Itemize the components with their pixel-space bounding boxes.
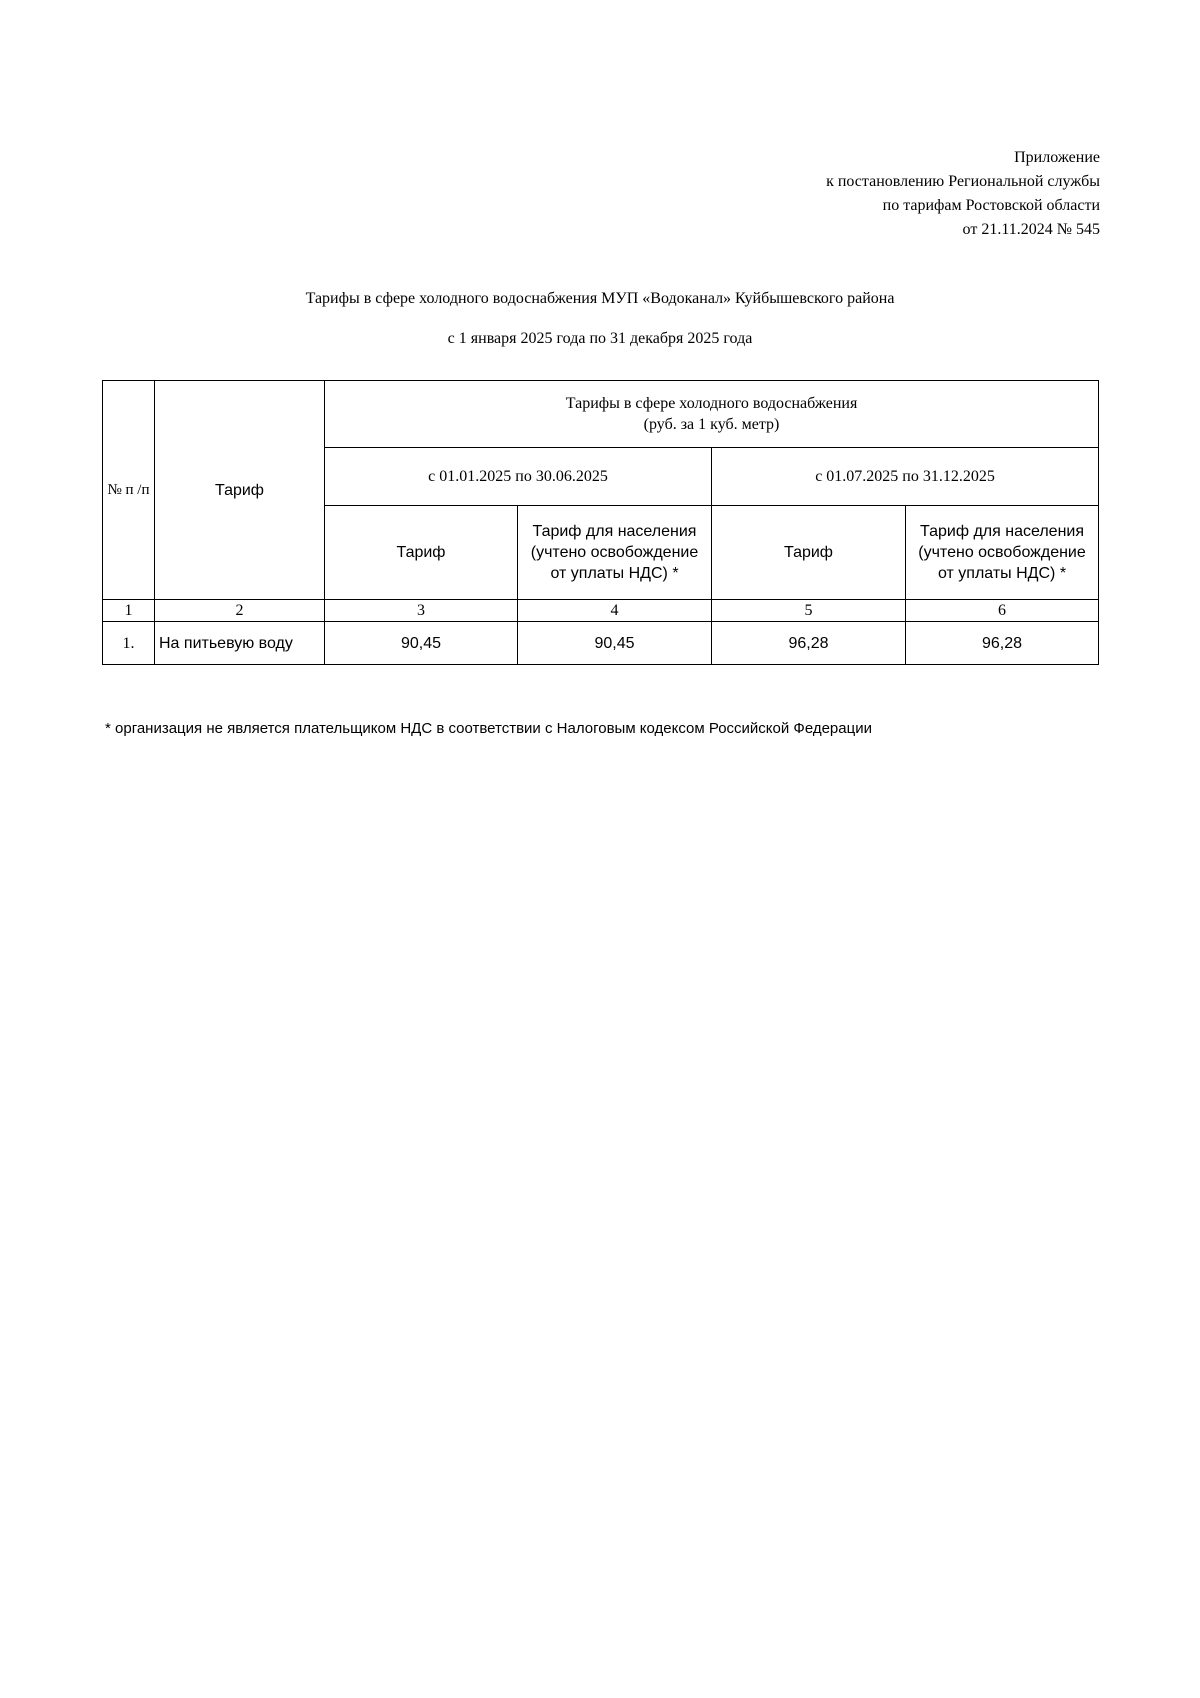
table-row xyxy=(103,622,1099,665)
row-p2-tariff: 96,28 xyxy=(712,622,906,665)
header-group-line2: (руб. за 1 куб. метр) xyxy=(643,416,780,433)
header-period-1: с 01.01.2025 по 30.06.2025 xyxy=(325,448,712,506)
appendix-line: от 21.11.2024 № 545 xyxy=(962,221,1100,238)
column-number: 6 xyxy=(906,600,1099,622)
header-sub-population-1: Тариф для населения (учтено освобождение от уплаты НДС) * xyxy=(518,506,712,600)
row-p1-tariff: 90,45 xyxy=(325,622,518,665)
column-number: 3 xyxy=(325,600,518,622)
header-group-line1: Тарифы в сфере холодного водоснабжения xyxy=(565,395,858,412)
header-period-2: с 01.07.2025 по 31.12.2025 xyxy=(712,448,1099,506)
footnote: * организация не является плательщиком НДС в соответствии с Налоговым кодексом Российской Федерации xyxy=(105,720,872,737)
column-number: 4 xyxy=(518,600,712,622)
header-group xyxy=(325,381,1099,448)
header-sub-tariff-1: Тариф xyxy=(325,506,518,600)
column-number: 2 xyxy=(155,600,325,622)
document-period: с 1 января 2025 года по 31 декабря 2025 года xyxy=(447,330,753,347)
column-number: 1 xyxy=(103,600,155,622)
appendix-block xyxy=(826,146,1100,242)
tariff-table xyxy=(102,380,1099,665)
document-title: Тарифы в сфере холодного водоснабжения МУП «Водоканал» Куйбышевского района xyxy=(305,290,895,307)
appendix-line: по тарифам Ростовской области xyxy=(882,197,1100,214)
header-no: № п /п xyxy=(103,381,155,600)
row-no: 1. xyxy=(103,622,155,665)
row-name: На питьевую воду xyxy=(155,622,325,665)
appendix-line: Приложение xyxy=(1014,149,1100,166)
header-sub-tariff-2: Тариф xyxy=(712,506,906,600)
row-p2-population: 96,28 xyxy=(906,622,1099,665)
row-p1-population: 90,45 xyxy=(518,622,712,665)
appendix-line: к постановлению Региональной службы xyxy=(826,173,1100,190)
header-tariff: Тариф xyxy=(155,381,325,600)
header-sub-population-2: Тариф для населения (учтено освобождение от уплаты НДС) * xyxy=(906,506,1099,600)
column-number: 5 xyxy=(712,600,906,622)
